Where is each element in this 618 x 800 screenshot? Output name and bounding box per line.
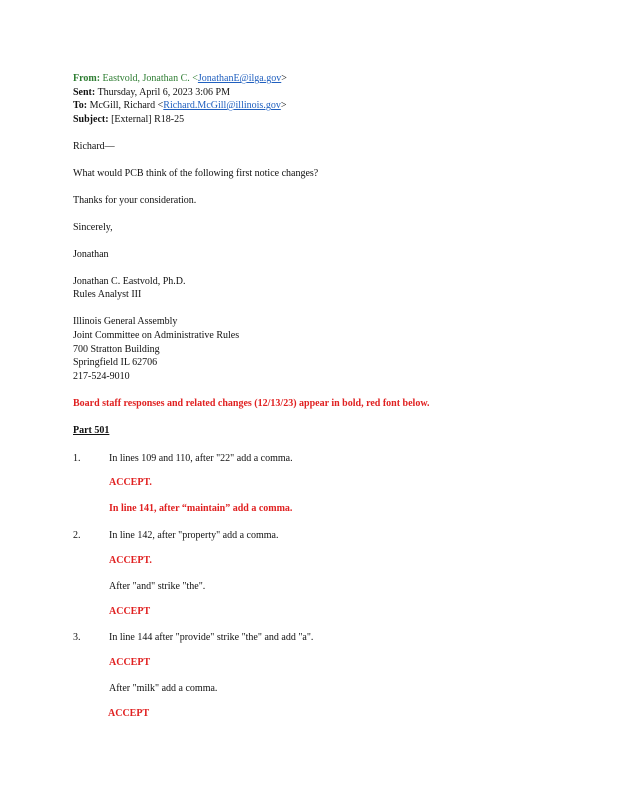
- item-extra-text: After "milk" add a comma.: [109, 683, 218, 694]
- item-number: 3.: [73, 632, 81, 643]
- item-text: In lines 109 and 110, after "22" add a comma.: [109, 453, 293, 464]
- signature-committee: Joint Committee on Administrative Rules: [73, 330, 240, 341]
- to-line: [73, 100, 286, 112]
- question-text: What would PCB think of the following first notice changes?: [73, 168, 319, 179]
- board-staff-note: Board staff responses and related changes (12/13/23) appear in bold, red font below.: [73, 398, 430, 409]
- item-extra-response: ACCEPT: [108, 708, 150, 719]
- to-bracket: >: [280, 100, 287, 111]
- from-line: [73, 73, 287, 85]
- signature-phone: 217-524-9010: [73, 371, 130, 382]
- item-extra-text: After "and" strike "the".: [109, 581, 206, 592]
- item-number: 2.: [73, 530, 81, 541]
- item-response: ACCEPT: [109, 657, 151, 668]
- subject-label: Subject:: [73, 114, 109, 125]
- item-text: In line 142, after "property" add a comma.: [109, 530, 279, 541]
- signoff-text: Jonathan: [73, 249, 109, 260]
- signature-address-line2: Springfield IL 62706: [73, 357, 158, 368]
- subject-line: [73, 114, 184, 126]
- signature-title: Rules Analyst III: [73, 289, 142, 300]
- thanks-text: Thanks for your consideration.: [73, 195, 197, 206]
- signature-address-line1: 700 Stratton Building: [73, 344, 160, 355]
- item-text: In line 144 after "provide" strike "the" and add "a".: [109, 632, 314, 643]
- sent-line: [73, 87, 230, 99]
- to-label: To:: [73, 100, 88, 111]
- from-bracket: >: [281, 73, 287, 84]
- item-response: ACCEPT.: [109, 555, 152, 566]
- closing-text: Sincerely,: [73, 222, 113, 233]
- to-name: McGill, Richard <: [89, 100, 164, 111]
- item-extra-response: ACCEPT: [109, 606, 151, 617]
- item-extra-response: In line 141, after “maintain” add a comma.: [109, 503, 293, 514]
- item-response: ACCEPT.: [109, 477, 152, 488]
- from-name: Eastvold, Jonathan C. <: [102, 73, 198, 84]
- part-heading: Part 501: [73, 425, 110, 436]
- from-email-link[interactable]: JonathanE@ilga.gov: [197, 73, 282, 84]
- from-label: From:: [73, 73, 101, 84]
- item-number: 1.: [73, 453, 81, 464]
- signature-org: Illinois General Assembly: [73, 316, 178, 327]
- greeting: Richard—: [73, 141, 115, 152]
- signature-name: Jonathan C. Eastvold, Ph.D.: [73, 276, 186, 287]
- subject-value: [External] R18-25: [111, 114, 185, 125]
- sent-value: Thursday, April 6, 2023 3:06 PM: [97, 87, 230, 98]
- sent-label: Sent:: [73, 87, 96, 98]
- to-email-link[interactable]: Richard.McGill@illinois.gov: [163, 100, 281, 111]
